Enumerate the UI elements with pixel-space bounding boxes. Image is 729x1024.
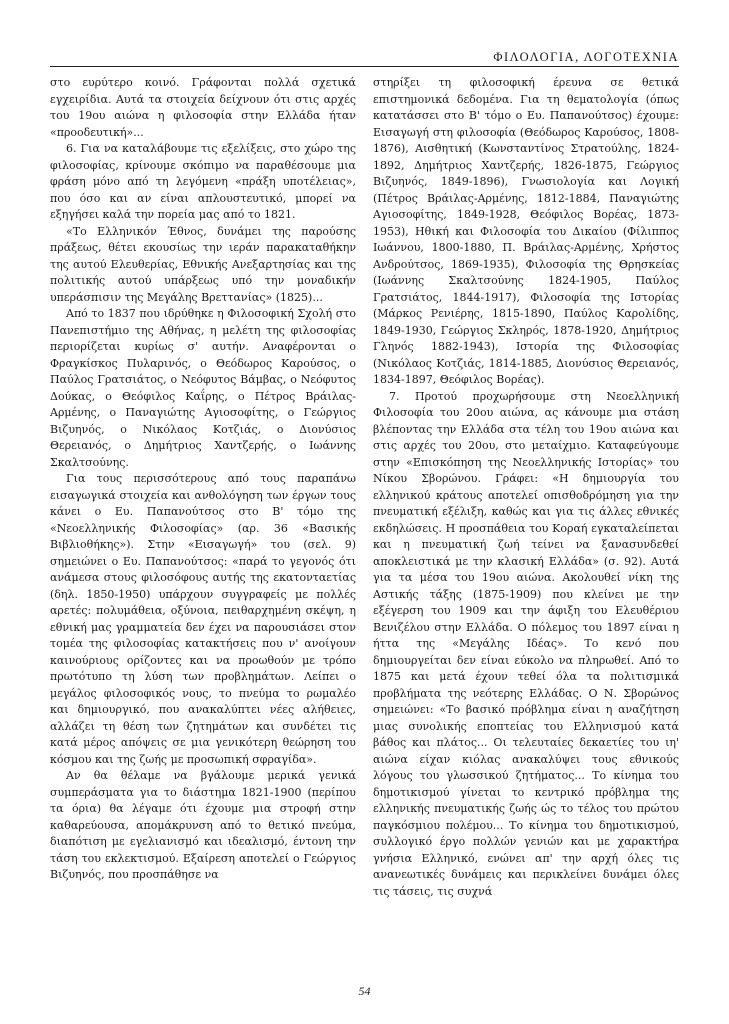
left-column: [50, 75, 356, 884]
right-column: [373, 75, 679, 900]
header-rule: [50, 66, 679, 67]
running-header-title: ΦΙΛΟΛΟΓΙΑ, ΛΟΓΟΤΕΧΝΙΑ: [493, 50, 679, 64]
paragraph: στο ευρύτερο κοινό. Γράφονται πολλά σχετικά εγχειρίδια. Αυτά τα στοιχεία δείχνουν ότι στις αρχές του 19ου αιώνα η φιλοσοφία στην Ελλάδα ήταν «προοδευτική»...: [50, 76, 356, 139]
page-number: 54: [358, 984, 371, 998]
paragraph: Αν θα θέλαμε να βγάλουμε μερικά γενικά συμπεράσματα για το διάστημα 1821-1900 (περίπου τα όρια) θα λέγαμε ότι έχουμε μια στροφή στην καθαρεύουσα, απομάκρυνση από το θετικό πνεύμα, διαπότιση με εγελιανισμό και ιδεαλισμό, έντονη την τάση του εκλεκτισμού. Εξαίρεση αποτελεί ο Γεώργιος Βιζυηνός, που προσπάθησε να: [50, 769, 356, 881]
paragraph: «Το Ελληνικόν Έθνος, δυνάμει της παρούσης πράξεως, θέτει εκουσίως την ιεράν παρακαταθήκην της αυτού Ελευθερίας, Εθνικής Ανεξαρτησίας και της πολιτικής αυτού υπάρξεως υπό την μοναδικήν υπεράσπισιν της Μεγάλης Βρεττανίας» (1825)...: [50, 224, 356, 304]
paragraph: Από το 1837 που ιδρύθηκε η Φιλοσοφική Σχολή στο Πανεπιστήμιο της Αθήνας, η μελέτη της φιλοσοφίας περιορίζεται κυρίως σ' αυτήν. Αναφέρονται ο Φραγκίσκος Πυλαρινός, ο Θεόδωρος Καρούσος, ο Παύλος Γρατσιάτος, ο Νεόφυτος Βάμβας, ο Νεόφυτος Δούκας, ο Θεόφιλος Καΐρης, ο Πέτρος Βράιλας-Αρμένης, ο Παναγιώτης Αγιοσοφίτης, ο Γεώργιος Βιζυηνός, ο Νικόλαος Κοτζιάς, ο Διονύσιος Θερειανός, ο Δημήτριος Χαντζερής, ο Ιωάννης Σκαλτσούνης.: [50, 307, 356, 469]
page-header: [50, 46, 679, 65]
paragraph: στηρίξει τη φιλοσοφική έρευνα σε θετικά επιστημονικά δεδομένα. Για τη θεματολογία (όπως κατατάσσει στο Β' τόμο ο Ευ. Παπανούτσος) έχουμε: Εισαγωγή στη φιλοσοφία (Θεόδωρος Καρούσος, 1808-1876), Αισθητική (Κωνσταντίνος Στρατούλης, 1824-1892, Δημήτριος Χαντζερής, 1826-1875, Γεώργιος Βιζυηνός, 1849-1896), Γνωσιολογία και Λογική (Πέτρος Βράιλας-Αρμένης, 1812-1884, Παναγιώτης Αγιοσοφίτης, 1849-1928, Θεόφιλος Βορέας, 1873-1953), Ηθική και Φιλοσοφία του Δικαίου (Φίλιππος Ιωάννου, 1800-1880, Π. Βράιλας-Αρμένης, Χρήστος Ανδρούτσος, 1869-1935), Φιλοσοφία της Θρησκείας (Ιωάννης Σκαλτσούνης 1824-1905, Παύλος Γρατσιάτος, 1844-1917), Φιλοσοφία της Ιστορίας (Μάρκος Ρενιέρης, 1815-1890, Παύλος Καρολίδης, 1849-1930, Γεώργιος Σκληρός, 1878-1920, Δημήτριος Γληνός 1882-1943), Ιστορία της Φιλοσοφίας (Νικόλαος Κοτζιάς, 1814-1885, Διονύσιος Θερειανός, 1834-1897, Θεόφιλος Βορέας).: [373, 76, 679, 386]
paragraph: Για τους περισσότερους από τους παραπάνω εισαγωγικά στοιχεία και ανθολόγηση των έργων τους κάνει ο Ευ. Παπανούτσος στο Β' τόμο της «Νεοελληνικής Φιλοσοφίας» (αρ. 36 «Βασικής Βιβλιοθήκης»). Στην «Εισαγωγή» του (σελ. 9) σημειώνει ο Ευ. Παπανούτσος: «παρά το γεγονός ότι ανάμεσα στους φιλοσόφους αυτής της εκατονταετίας (δηλ. 1850-1950) υπάρχουν συγγραφείς με πολλές αρετές: πολυμάθεια, οξύνοια, πειθαρχημένη σκέψη, η εθνική μας γραμματεία δεν έχει να παρουσιάσει στον τομέα της φιλοσοφίας κατακτήσεις που ν' ανοίγουν καινούριους ορίζοντες και να προωθούν με τρόπο πρωτότυπο τη λύση των προβλημάτων. Λείπει ο μεγάλος φιλοσοφικός νους, το πνεύμα το ρωμαλέο και δημιουργικό, που ανακαλύπτει νέες αλήθειες, αλλάζει τη θέση των ζητημάτων και συνδέτει τις κατά μέρος απόψεις σε μια γενικότερη θεώρηση του κόσμου και της ζωής με προσωπική σφραγίδα».: [50, 472, 356, 766]
paragraph: 7. Προτού προχωρήσουμε στη Νεοελληνική Φιλοσοφία του 20ου αιώνα, ας κάνουμε μια στάση βλέποντας την Ελλάδα στα τέλη του 19ου αιώνα και στις αρχές του 20ου, στο μεταίχμιο. Καταφεύγουμε στην «Επισκόπηση της Νεοελληνικής Ιστορίας» του Νίκου Σβορώνου. Γράφει: «Η δημιουργία του ελληνικού κράτους αποτελεί οπισθοδρόμηση για την πνευματική εξέλιξη, καθώς και για τις άλλες εθνικές εκδηλώσεις. Η προσπάθεια του Κοραή εγκαταλείπεται και η πνευματική ζωή τείνει να ξανασυνδεθεί αποκλειστικά με την κλασική Ελλάδα» (σ. 92). Αυτά για τα μέσα του 19ου αιώνα. Ακολουθεί νίκη της Αστικής τάξης (1875-1909) που κλείνει με την εξέγερση του 1909 και την άφιξη του Ελευθέριου Βενιζέλου στην Ελλάδα. Ο πόλεμος του 1897 είναι η ήττα της «Μεγάλης Ιδέας». Το κενό που δημιουργείται δεν είναι εύκολο να πληρωθεί. Από το 1875 και μετά έχουν τεθεί όλα τα πολιτισμικά προβλήματα της νεότερης Ελλάδας. Ο Ν. Σβορώνος σημειώνει: «Το βασικό πρόβλημα είναι η αναζήτηση μιας συνολικής εποπτείας του Ελληνισμού κατά βάθος και πλάτος... Οι τελευταίες δεκαετίες του ιη' αιώνα είχαν κιόλας ανακαλύψει τους εθνικούς λόγους του γλωσσικού ζητήματος... Το κίνημα του δημοτικισμού γίνεται το κεντρικό πρόβλημα της ελληνικής πνευματικής ζωής ώς το τέλος του πρώτου παγκόσμιου πολέμου... Το κίνημα του δημοτικισμού, συλλογικό έργο πολλών γενιών και με χαρακτήρα γνήσια Ελληνικό, ενώνει απ' την αρχή όλες τις ανανεωτικές δυνάμεις και περικλείνει δυνάμει όλες τις τάσεις, τις συχνά: [373, 389, 679, 898]
paragraph: 6. Για να καταλάβουμε τις εξελίξεις, στο χώρο της φιλοσοφίας, κρίνουμε σκόπιμο να παραθέσουμε μια φράση μόνο από τη λεγόμενη «πράξη υποτέλειας», που όσο και αν είναι απλουστευτικό, μπορεί να εξηγήσει καλά την πορεία μας από το 1821.: [50, 142, 356, 221]
